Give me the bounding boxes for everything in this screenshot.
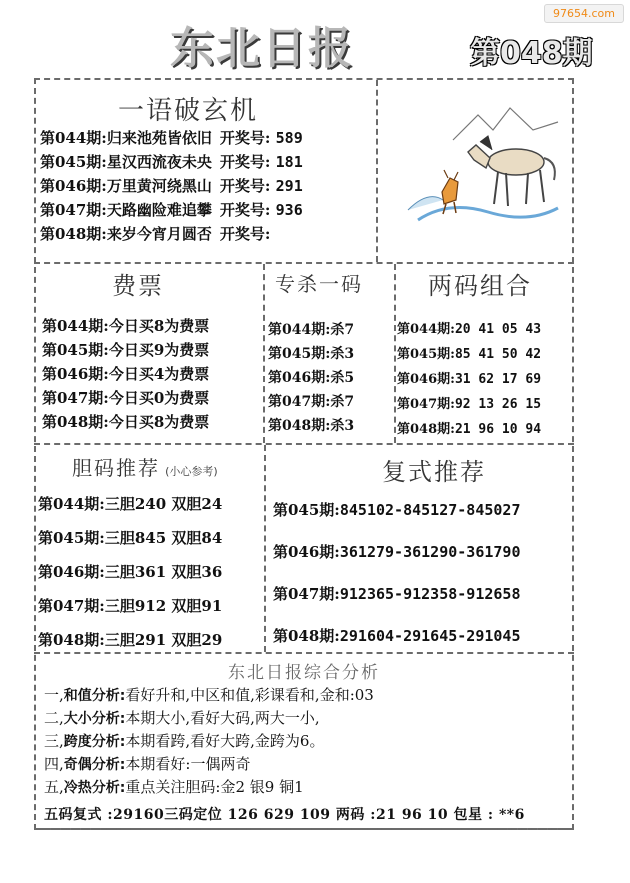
gall-row: 第045期:三胆845 双胆84 (38, 529, 223, 547)
analysis-list (44, 684, 374, 799)
gall-header (72, 452, 218, 481)
compound-row: 第047期:912365-912358-912658 (273, 585, 521, 603)
kill-row: 第047期:杀7 (268, 394, 355, 410)
divider-1 (34, 262, 574, 264)
analysis-row: 五,冷热分析:重点关注胆码:金2 银9 铜1 (44, 778, 304, 796)
gall-title: 胆码推荐 (72, 456, 160, 480)
kill-row: 第044期:杀7 (268, 322, 355, 338)
issue-number: 第048期 (470, 36, 593, 71)
combo-row: 第045期:85 41 50 42 (397, 347, 542, 362)
analysis-row: 二,大小分析:本期大小,看好大码,两大一小, (44, 709, 320, 727)
site-watermark: 97654.com (544, 4, 624, 23)
gall-row: 第047期:三胆912 双胆91 (38, 597, 223, 615)
divider-v4 (264, 445, 266, 652)
divider-2 (34, 443, 574, 445)
divider-v1 (376, 80, 378, 262)
kill-row: 第045期:杀3 (268, 346, 355, 362)
fee-title: 费票 (112, 272, 164, 300)
fee-row: 第045期:今日买9为费票 (42, 341, 210, 359)
gall-list (38, 487, 222, 657)
compound-list (273, 489, 520, 657)
combo-title: 两码组合 (428, 272, 532, 300)
analysis-title: 东北日报综合分析 (228, 663, 380, 683)
riddle-list (40, 126, 303, 246)
analysis-row: 一,和值分析:看好升和,中区和值,彩课看和,金和:03 (44, 686, 374, 704)
combo-row: 第044期:20 41 05 43 (397, 322, 542, 337)
riddle-row: 第045期:星汉西流夜未央 开奖号: 181 (40, 153, 303, 171)
fee-row: 第046期:今日买4为费票 (42, 365, 210, 383)
divider-v2 (263, 264, 265, 443)
riddle-row: 第046期:万里黄河绕黑山 开奖号: 291 (40, 177, 303, 195)
riddle-row: 第048期:来岁今宵月圆否 开奖号: (40, 225, 271, 243)
riddle-title: 一语破玄机 (118, 96, 259, 126)
fee-list (42, 314, 209, 434)
kill-row: 第048期:杀3 (268, 418, 355, 434)
gall-note: (小心参考) (165, 465, 218, 478)
combo-list (397, 317, 541, 442)
analysis-row: 四,奇偶分析:本期看好:一偶两奇 (44, 755, 251, 773)
kill-title: 专杀一码 (275, 272, 363, 296)
fee-row: 第048期:今日买8为费票 (42, 413, 210, 431)
gall-row: 第048期:三胆291 双胆29 (38, 631, 223, 649)
compound-row: 第048期:291604-291645-291045 (273, 627, 521, 645)
newspaper-title: 东北日报 (170, 23, 354, 74)
compound-row: 第046期:361279-361290-361790 (273, 543, 521, 561)
divider-v3 (394, 264, 396, 443)
kill-list (268, 318, 354, 438)
fee-row: 第047期:今日买0为费票 (42, 389, 210, 407)
combo-row: 第047期:92 13 26 15 (397, 397, 542, 412)
divider-footer (40, 828, 568, 830)
combo-row: 第046期:31 62 17 69 (397, 372, 542, 387)
compound-row: 第045期:845102-845127-845027 (273, 501, 521, 519)
combo-row: 第048期:21 96 10 94 (397, 422, 542, 437)
gall-row: 第046期:三胆361 双胆36 (38, 563, 223, 581)
riddle-row: 第044期:归来池苑皆依旧 开奖号: 589 (40, 129, 303, 147)
compound-title: 复式推荐 (382, 458, 486, 486)
analysis-row: 三,跨度分析:本期看跨,看好大跨,金跨为6。 (44, 732, 325, 750)
analysis-footer: 五码复式 :29160三码定位 126 629 109 两码 :21 96 10 包星 : **6 (44, 807, 525, 823)
gall-row: 第044期:三胆240 双胆24 (38, 495, 223, 513)
horse-goat-illustration (398, 100, 566, 230)
riddle-row: 第047期:天路幽险难追攀 开奖号: 936 (40, 201, 303, 219)
kill-row: 第046期:杀5 (268, 370, 355, 386)
fee-row: 第044期:今日买8为费票 (42, 317, 210, 335)
